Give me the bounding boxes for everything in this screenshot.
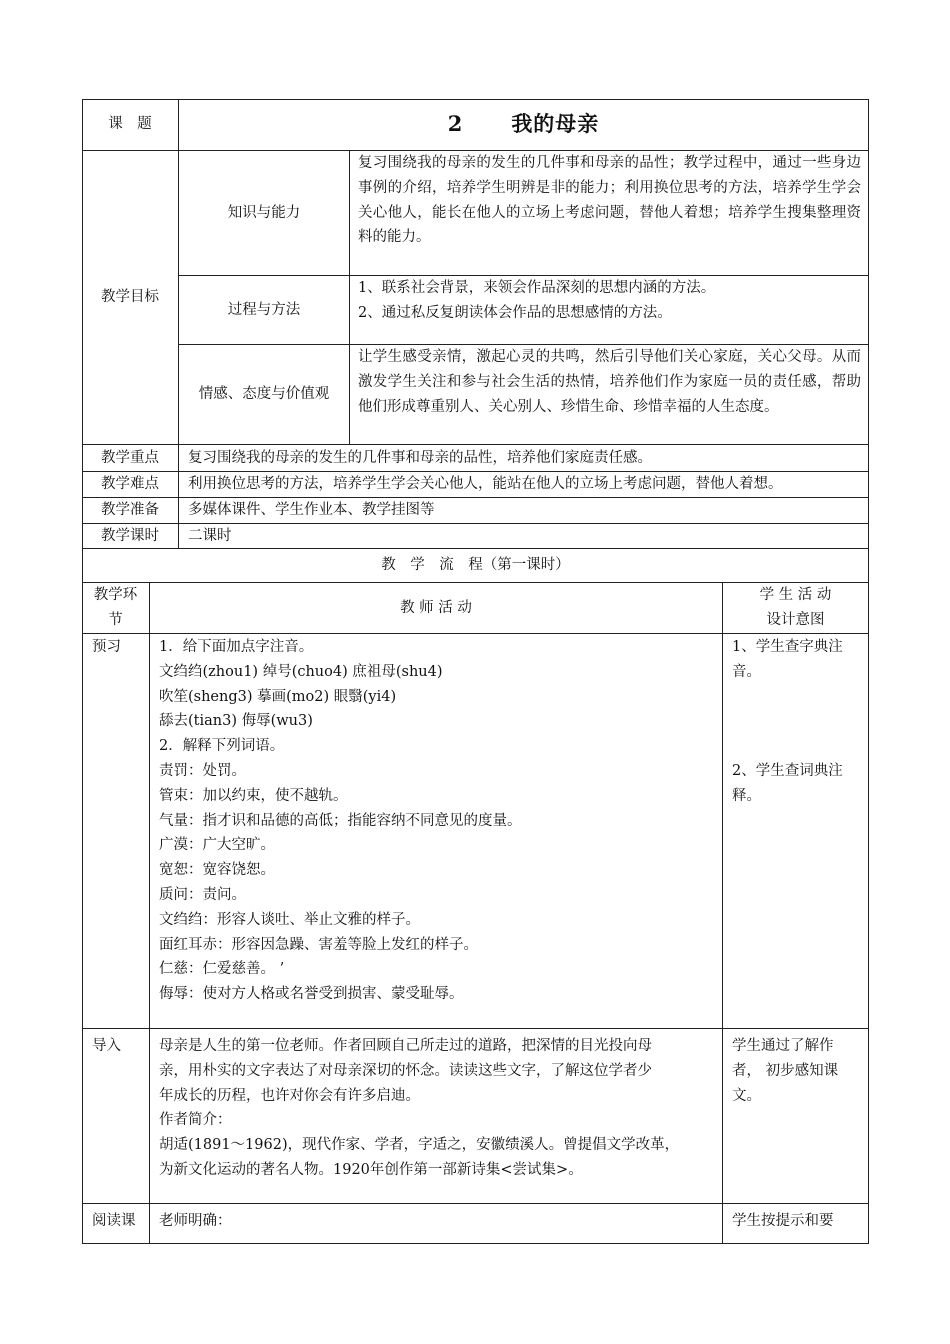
activity-line: 气量：指才识和品德的高低；指能容纳不同意见的度量。 bbox=[159, 812, 522, 829]
lesson-title-text: 我的母亲 bbox=[511, 111, 600, 137]
col-header-line: 节 bbox=[108, 612, 123, 628]
teacher-activity-intro bbox=[159, 1034, 719, 1183]
stage-name-text: 阅读课 bbox=[92, 1213, 136, 1229]
activity-line: 亲，用朴实的文字表达了对母亲深切的怀念。读读这些文字，了解这位学者少 bbox=[159, 1062, 652, 1079]
col-divider bbox=[178, 523, 179, 548]
col-divider bbox=[149, 582, 150, 1243]
activity-line: 文绉绉：形容人谈吐、举止文雅的样子。 bbox=[159, 911, 420, 928]
student-line: 学生通过了解作 bbox=[732, 1038, 834, 1054]
teacher-activity-preview bbox=[159, 635, 719, 1007]
col-header-stage bbox=[82, 583, 149, 633]
student-line: 学生按提示和要 bbox=[732, 1213, 834, 1229]
row-divider bbox=[82, 633, 869, 634]
objective-name-text: 知识与能力 bbox=[227, 204, 301, 221]
info-label-preparation bbox=[82, 498, 178, 523]
table-border-right bbox=[868, 99, 869, 1244]
teacher-activity-reading bbox=[159, 1209, 719, 1234]
activity-line: 胡适(1891～1962)，现代作家、学者，字适之，安徽绩溪人。曾提倡文学改革， bbox=[159, 1137, 680, 1154]
objective-content-emotion bbox=[358, 345, 861, 419]
activity-line: 作者简介： bbox=[159, 1112, 232, 1129]
student-line: 者， 初步感知课 bbox=[732, 1062, 839, 1079]
activity-line: 责罚：处罚。 bbox=[159, 762, 246, 779]
info-label-text: 教学准备 bbox=[101, 502, 159, 519]
activity-line: 母亲是人生的第一位老师。作者回顾自己所走过的道路，把深情的目光投向母 bbox=[159, 1038, 652, 1054]
info-label-text: 教学难点 bbox=[101, 476, 159, 493]
table-border-bottom bbox=[82, 1243, 869, 1244]
activity-line: 文绉绉(zhou1) 绰号(chuo4) 庶祖母(shu4) bbox=[159, 663, 443, 680]
activity-line: 质问：责问。 bbox=[159, 886, 246, 903]
objective-name-text: 情感、态度与价值观 bbox=[198, 386, 330, 403]
stage-name-text: 预习 bbox=[92, 639, 121, 655]
info-value-text: 利用换位思考的方法，培养学生学会关心他人，能站在他人的立场上考虑问题，替他人着想。 bbox=[188, 476, 783, 492]
student-activity-preview-1 bbox=[732, 635, 866, 685]
stage-name-preview bbox=[92, 635, 147, 660]
stage-name-intro bbox=[92, 1034, 147, 1059]
activity-line: 面红耳赤：形容因急躁、害羞等脸上发红的样子。 bbox=[159, 936, 478, 953]
topic-label bbox=[82, 99, 178, 150]
activity-line: 1．给下面加点字注音。 bbox=[159, 639, 314, 655]
objective-name-text: 过程与方法 bbox=[227, 301, 301, 318]
col-divider bbox=[349, 150, 350, 444]
activity-line: 侮辱：使对方人格或名誉受到损害、蒙受耻辱。 bbox=[159, 986, 464, 1003]
info-value-text: 二课时 bbox=[188, 528, 232, 544]
objectives-label-text: 教学目标 bbox=[101, 289, 159, 306]
info-label-focus bbox=[82, 445, 178, 471]
info-value-preparation bbox=[188, 498, 864, 523]
student-line: 文。 bbox=[732, 1087, 761, 1104]
info-label-text: 教学课时 bbox=[101, 527, 159, 544]
student-activity-preview-2 bbox=[732, 759, 866, 809]
row-divider bbox=[82, 1203, 869, 1204]
info-value-focus bbox=[188, 445, 864, 471]
student-activity-reading bbox=[732, 1209, 866, 1234]
activity-line: 2．解释下列词语。 bbox=[159, 738, 285, 755]
flow-title bbox=[82, 549, 869, 582]
col-header-line: 学 生 活 动 bbox=[759, 587, 832, 604]
info-value-difficulty bbox=[188, 472, 866, 497]
objective-content-text: 复习围绕我的母亲的发生的几件事和母亲的品性；教学过程中，通过一些身边事例的介绍，培养学生明辨是非的能力；利用换位思考的方法，培养学生学会关心他人，能长在他人的立场上考虑问题，替他人着想；培养学生搜集整理资料的能力。 bbox=[358, 155, 861, 246]
stage-name-text: 导入 bbox=[92, 1038, 121, 1054]
col-header-line: 设计意图 bbox=[766, 612, 825, 628]
student-line: 释。 bbox=[732, 787, 761, 804]
col-header-teacher bbox=[150, 583, 722, 633]
info-label-difficulty bbox=[82, 472, 178, 497]
activity-line: 宽恕：宽容饶恕。 bbox=[159, 862, 275, 879]
objective-name-emotion bbox=[179, 345, 349, 444]
info-value-text: 多媒体课件、学生作业本、教学挂图等 bbox=[188, 502, 435, 518]
student-activity-intro bbox=[732, 1034, 866, 1108]
activity-line: 广漠：广大空旷。 bbox=[159, 837, 275, 854]
objective-content-text: 让学生感受亲情，激起心灵的共鸣，然后引导他们关心家庭，关心父母。从而激发学生关注和参与社会生活的热情，培养他们作为家庭一员的责任感，帮助他们形成尊重别人、关心别人、珍惜生命、珍惜幸福的人生态度。 bbox=[358, 349, 861, 415]
info-value-periods bbox=[188, 524, 864, 548]
topic-label-text: 课 题 bbox=[108, 116, 152, 133]
objective-name-process bbox=[179, 276, 349, 344]
info-label-text: 教学重点 bbox=[101, 449, 159, 466]
student-line: 音。 bbox=[732, 663, 761, 680]
activity-line: 老师明确： bbox=[159, 1213, 232, 1229]
activity-line: 吹笙(sheng3) 摹画(mo2) 眼翳(yi4) bbox=[159, 688, 397, 705]
col-divider bbox=[722, 582, 723, 1243]
info-label-periods bbox=[82, 524, 178, 548]
lesson-title bbox=[179, 99, 868, 150]
stage-name-reading bbox=[92, 1209, 147, 1234]
activity-line: 为新文化运动的著名人物。1920年创作第一部新诗集<尝试集>。 bbox=[159, 1161, 583, 1178]
activity-line: 管束：加以约束，使不越轨。 bbox=[159, 787, 348, 804]
info-value-text: 复习围绕我的母亲的发生的几件事和母亲的品性，培养他们家庭责任感。 bbox=[188, 450, 652, 466]
objective-content-process bbox=[358, 276, 861, 326]
objectives-label bbox=[82, 151, 178, 444]
objective-content-line: 2、通过私反复朗读体会作品的思想感情的方法。 bbox=[358, 304, 672, 321]
objective-content-line: 1、联系社会背景，来领会作品深刻的思想内涵的方法。 bbox=[358, 280, 716, 296]
activity-line: 年成长的历程，也许对你会有许多启迪。 bbox=[159, 1087, 420, 1104]
objective-name-knowledge bbox=[179, 151, 349, 275]
student-line: 1、学生查字典注 bbox=[732, 639, 843, 655]
col-header-text: 教 师 活 动 bbox=[400, 599, 472, 616]
student-line: 2、学生查词典注 bbox=[732, 763, 843, 779]
col-header-line: 教学环 bbox=[93, 587, 138, 604]
objective-content-knowledge bbox=[358, 151, 861, 250]
activity-line: 舔去(tian3) 侮辱(wu3) bbox=[159, 713, 313, 730]
flow-title-text: 教 学 流 程（第一课时） bbox=[381, 557, 570, 574]
col-header-student bbox=[723, 583, 868, 633]
activity-line: 仁慈：仁爱慈善。 ’ bbox=[159, 961, 285, 978]
lesson-number: 2 bbox=[447, 111, 464, 137]
row-divider bbox=[82, 1028, 869, 1029]
